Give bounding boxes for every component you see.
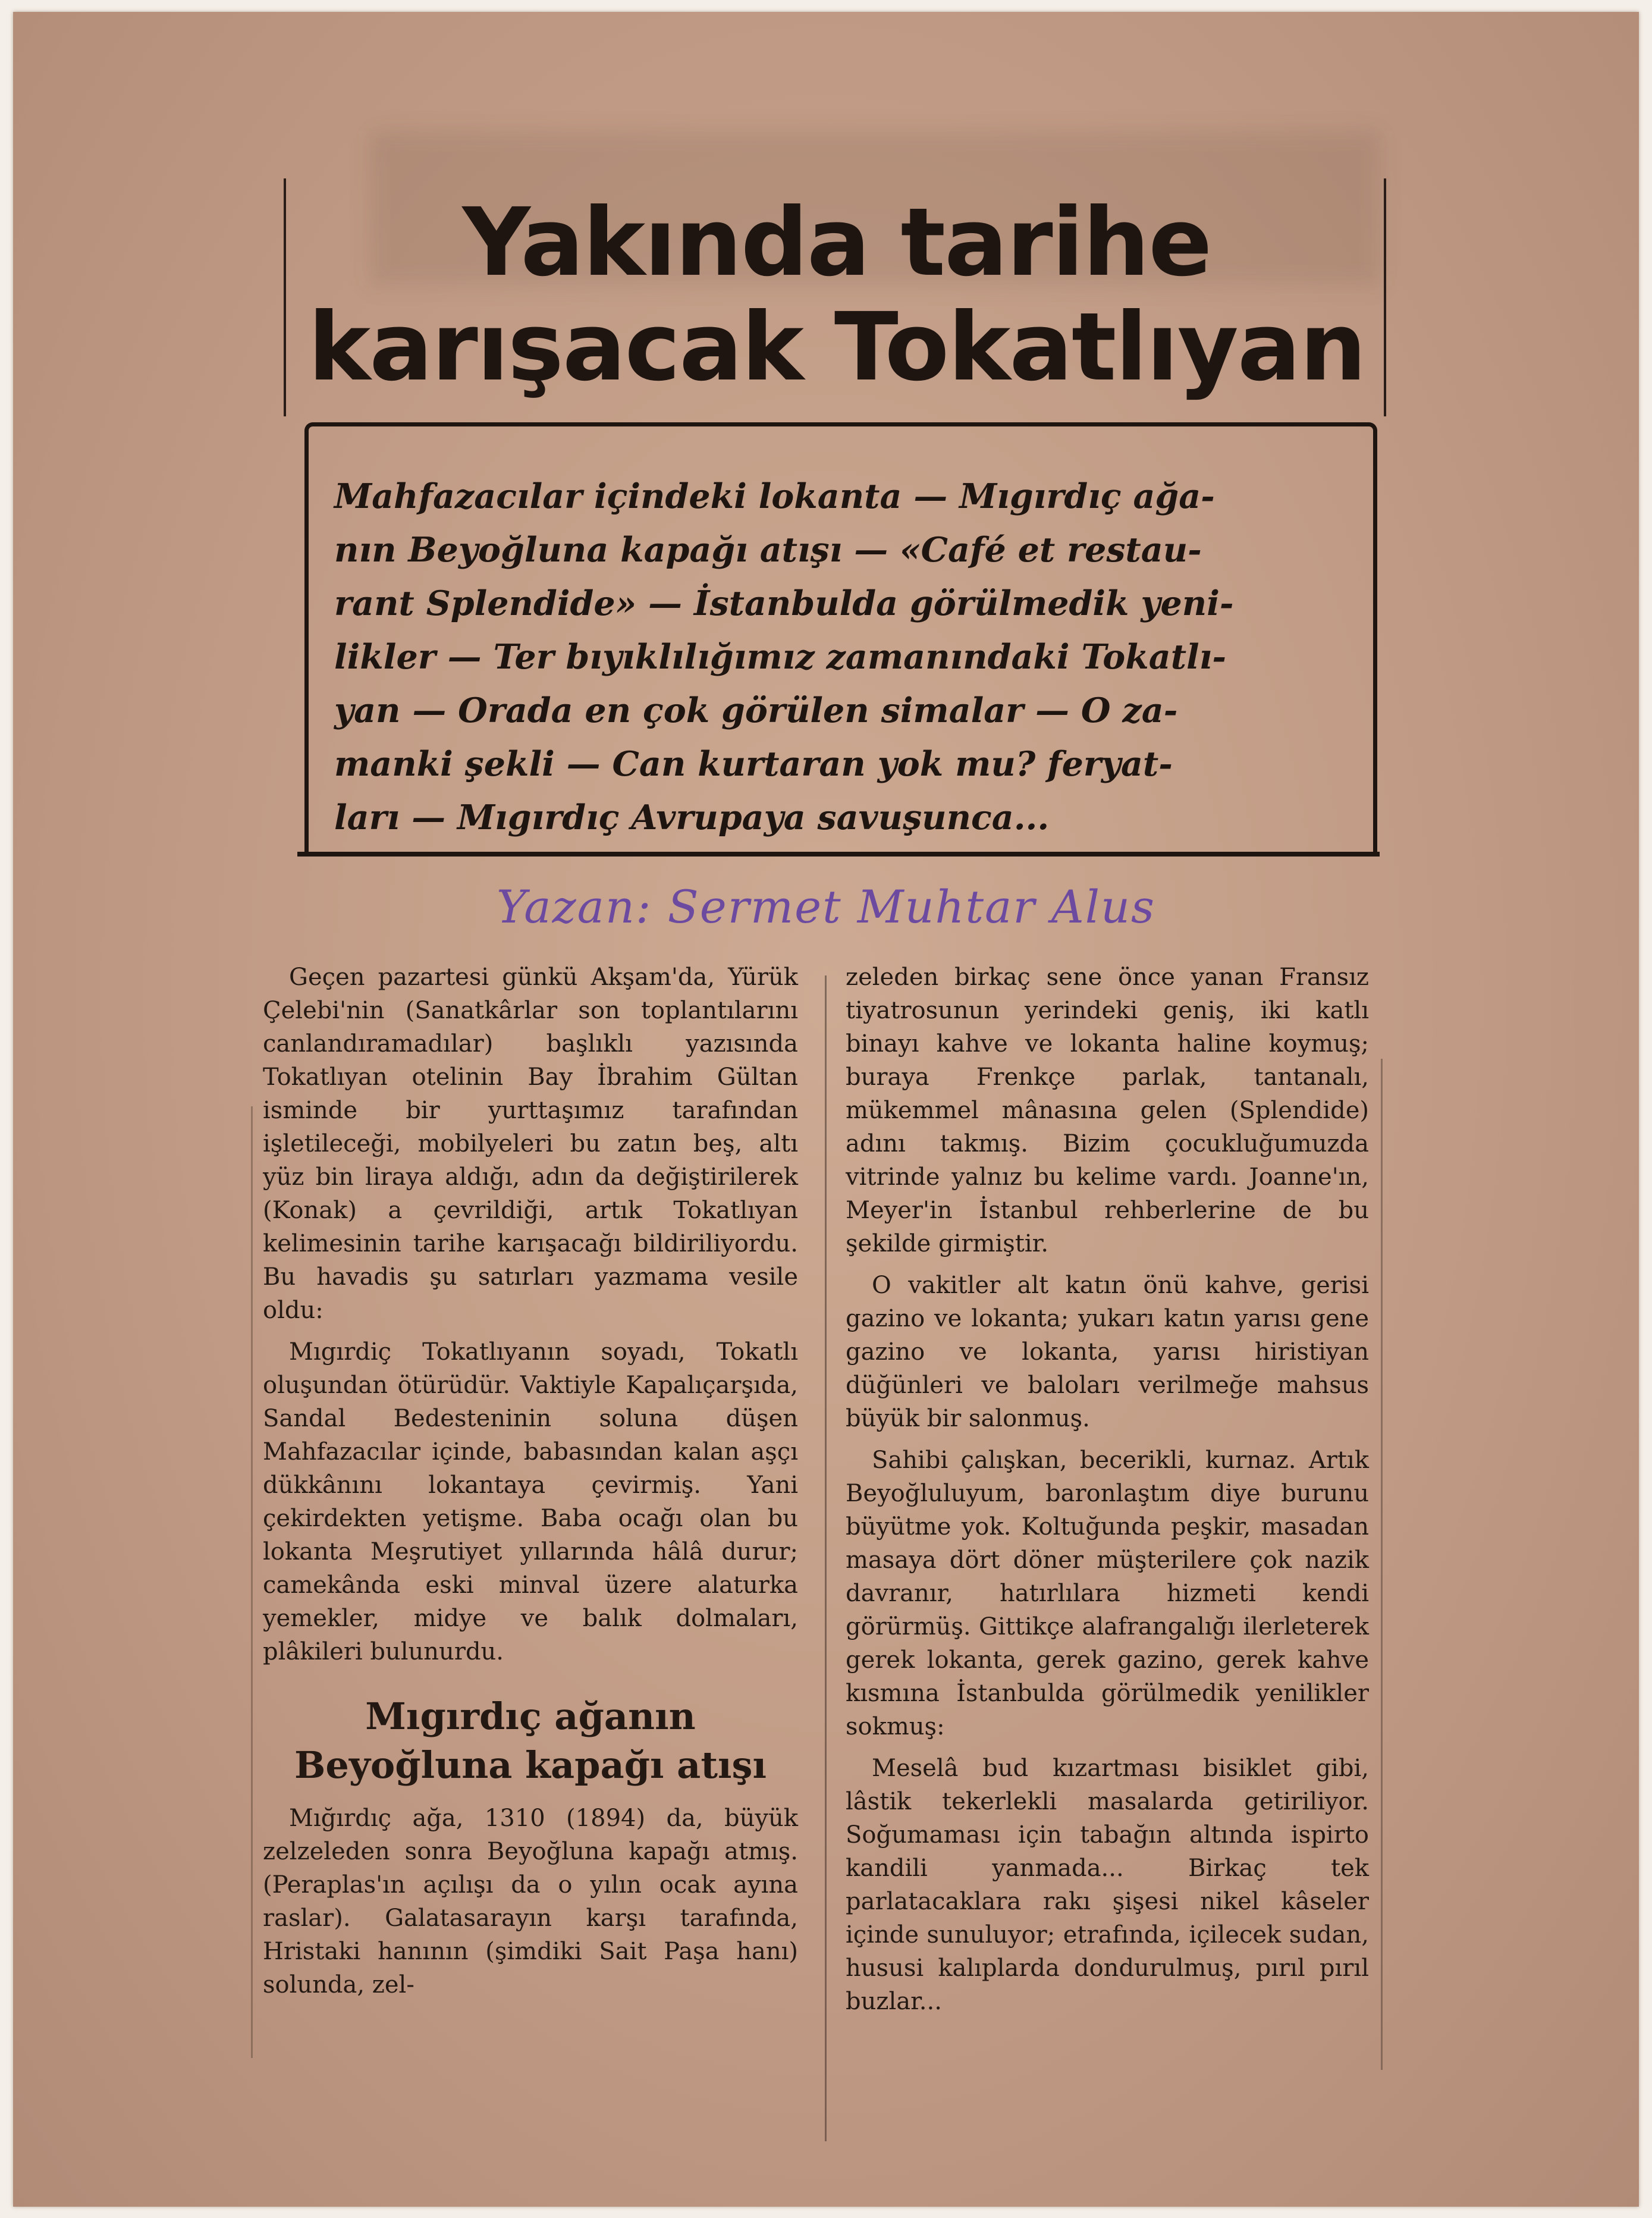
subtitle-line: Mahfazacılar içindeki lokanta — Mıgırdıç ağa-	[334, 476, 1215, 516]
subtitle-line: yan — Orada en çok görülen simalar — O za-	[334, 691, 1178, 730]
column-rule	[251, 1106, 253, 2058]
subtitle-line: likler — Ter bıyıklılığımız zamanındaki Tokatlı-	[334, 637, 1227, 677]
paragraph: Sahibi çalışkan, becerikli, kurnaz. Artık Beyoğluluyum, baronlaştım diye burunu büyütme yok. Koltuğunda peşkir, masadan masaya dört döner müşterilere çok nazik davranır, hatırlılara hizmeti kendi görürmüş. Gittikçe alafrangalığı ilerleterek gerek lokanta, gerek gazino, gerek kahve kısmına İstanbulda görülmedik yenilikler sokmuş:	[846, 1447, 1369, 1740]
paragraph: Mıgırdiç Tokatlıyanın soyadı, Tokatlı oluşundan ötürüdür. Vaktiyle Kapalıçarşıda, Sandal Bedesteninin soluna düşen Mahfazacılar içinde, babasından kalan aşçı dükkânını lokantaya çevirmiş. Yani çekirdekten yetişme. Baba ocağı olan bu lokanta Meşrutiyet yıllarında hâlâ durur; camekânda eski minval üzere alaturka yemekler, midye ve balık dolmaları, plâkileri bulunurdu.	[263, 1338, 798, 1665]
newspaper-clipping	[13, 12, 1639, 2207]
subtitle-box-bottom-rule	[297, 852, 1380, 857]
article-column-1	[263, 961, 798, 2010]
column-rule	[1381, 1059, 1383, 2070]
headline-right-rule	[1384, 178, 1386, 416]
article-column-2	[846, 961, 1369, 2026]
headline-left-rule	[284, 178, 286, 416]
paragraph: zeleden birkaç sene önce yanan Fransız tiyatrosunun yerindeki geniş, iki katlı binayı kahve ve lokanta haline koymuş; buraya Frenkçe parlak, tantanalı, mükemmel mânasına gelen (Splendide) adını takmış. Bizim çocukluğumuzda vitrinde yalnız bu kelime vardı. Joanne'ın, Meyer'in İstanbul rehberlerine de bu şekilde girmiştir.	[846, 964, 1369, 1257]
paragraph: O vakitler alt katın önü kahve, gerisi gazino ve lokanta; yukarı katın yarısı gene gazino ve lokanta, yarısı hiristiyan düğünleri ve baloları verilmeğe mahsus büyük bir salonmuş.	[846, 1272, 1369, 1432]
handwritten-byline: Yazan: Sermet Muhtar Alus	[497, 880, 1155, 933]
subtitle-line: nın Beyoğluna kapağı atışı — «Café et restau-	[334, 530, 1202, 570]
column-rule	[825, 975, 827, 2141]
headline-line-1: Yakında tarihe	[462, 188, 1211, 297]
paragraph: Geçen pazartesi günkü Akşam'da, Yürük Çelebi'nin (Sanatkârlar son toplantılarını canlandıramadılar) başlıklı yazısında Tokatlıyan otelinin Bay İbrahim Gültan isminde bir yurttaşımız tarafından işletileceği, mobilyeleri bu zatın beş, altı yüz bin liraya aldığı, adın da değiştirilerek (Konak) a çevrildiği, artık Tokatlıyan kelimesinin tarihe karışacağı bildiriliyordu. Bu havadis şu satırları yazmama vesile oldu:	[263, 964, 798, 1324]
headline	[293, 190, 1381, 400]
paragraph: Meselâ bud kızartması bisiklet gibi, lâstik tekerlekli masalarda getiriliyor. Soğumaması için tabağın altında ispirto kandili yanmada... Birkaç tek parlatacaklara rakı şişesi nikel kâseler içinde sunuluyor; etrafında, içilecek sudan, hususi kalıplarda dondurulmuş, pırıl pırıl buzlar...	[846, 1755, 1369, 2015]
subtitle	[334, 470, 1357, 845]
section-subhead: Mıgırdıç ağanın Beyoğluna kapağı atışı	[294, 1695, 767, 1787]
paragraph: Mığırdıç ağa, 1310 (1894) da, büyük zelzeleden sonra Beyoğluna kapağı atmış. (Peraplas'ın açılışı da o yılın ocak ayına raslar). Galatasarayın karşı tarafında, Hristaki hanının (şimdiki Sait Paşa hanı) solunda, zel-	[263, 1805, 798, 1999]
subtitle-line: manki şekli — Can kurtaran yok mu? feryat-	[334, 744, 1173, 784]
subtitle-line: rant Splendide» — İstanbulda görülmedik yeni-	[334, 583, 1234, 623]
subtitle-line: ları — Mıgırdıç Avrupaya savuşunca...	[334, 798, 1050, 837]
headline-line-2: karışacak Tokatlıyan	[308, 293, 1365, 402]
